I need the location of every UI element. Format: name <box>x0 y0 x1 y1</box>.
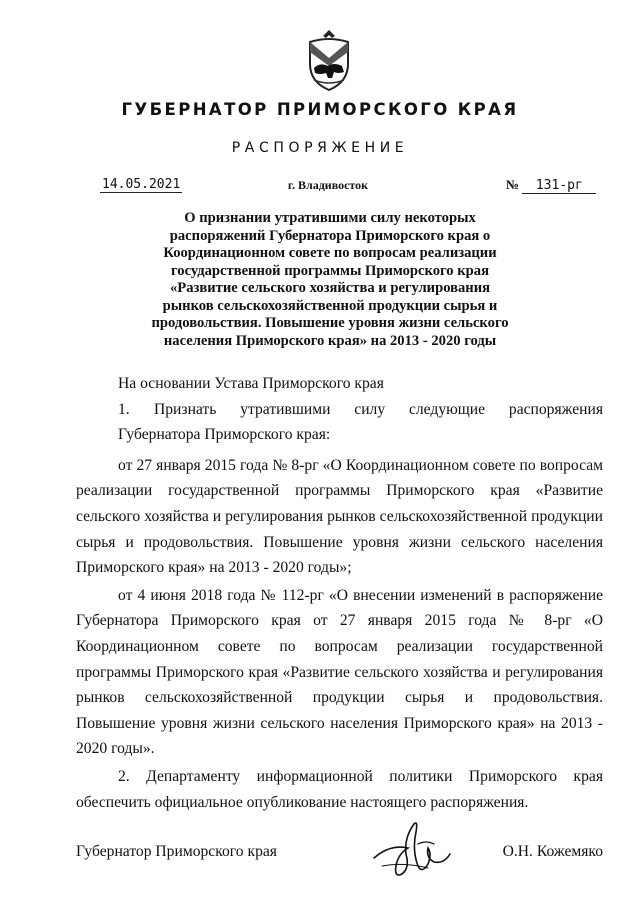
signatory-position: Губернатор Приморского края <box>76 843 277 860</box>
subject-line: Координационном совете по вопросам реализации <box>163 245 497 261</box>
item-2-paragraph: 2. Департаменту информационной политики Приморского края обеспечить официальное опубликование настоящего распоряжения. <box>76 767 603 811</box>
coat-of-arms-icon <box>302 28 356 92</box>
basis-paragraph: На основании Устава Приморского края <box>118 375 384 392</box>
handwritten-signature <box>368 814 460 884</box>
document-number <box>506 177 596 194</box>
subject-line: государственной программы Приморского края <box>171 262 489 279</box>
subject-line: продовольствия. Повышение уровня жизни сельского <box>151 315 509 331</box>
signatory-name: О.Н. Кожемяко <box>502 843 603 860</box>
document-date: 14.05.2021 <box>102 177 181 192</box>
subject-line: «Развитие сельского хозяйства и регулирования <box>169 280 491 296</box>
subject-line: распоряжений Губернатора Приморского края о <box>169 227 491 244</box>
document-type: РАСПОРЯЖЕНИЕ <box>231 140 409 156</box>
subject-line: рынков сельскохозяйственной продукции сырья и <box>162 297 498 314</box>
document-body <box>76 371 603 815</box>
item-1-text: Признать утратившими силу следующие распоряжения Губернатора Приморского края: <box>118 400 603 444</box>
item-1-number: 1. <box>118 400 130 418</box>
number-label: № <box>506 177 520 192</box>
item-1-paragraph <box>76 397 603 448</box>
repealed-order-1: от 27 января 2015 года № 8-рг «О Координационном совете по вопросам реализации государственной программы Приморского края «Развитие сельского хозяйства и регулирования рынков сельскохозяйственной продукции сырья и продовольствия. Повышение уровня жизни сельского населения Приморского края» на 2013 - 2020 годы»; <box>76 456 603 577</box>
document-subject <box>140 210 520 350</box>
issuer-title: ГУБЕРНАТОР ПРИМОРСКОГО КРАЯ <box>121 100 519 119</box>
number-value: 131-рг <box>522 178 596 194</box>
subject-line: О признании утратившими силу некоторых <box>184 210 476 226</box>
subject-line: населения Приморского края» на 2013 - 2020 годы <box>163 332 497 349</box>
document-city: г. Владивосток <box>287 178 369 192</box>
repealed-order-2: от 4 июня 2018 года № 112-рг «О внесении изменений в распоряжение Губернатора Приморского края от 27 января 2015 года № 8-рг «О Координационном совете по вопросам реализации государственной программы Приморского края «Развитие сельского хозяйства и регулирования рынков сельскохозяйственной продукции сырья и продовольствия. Повышение уровня жизни сельского населения Приморского края» на 2013 - 2020 годы». <box>76 586 603 758</box>
